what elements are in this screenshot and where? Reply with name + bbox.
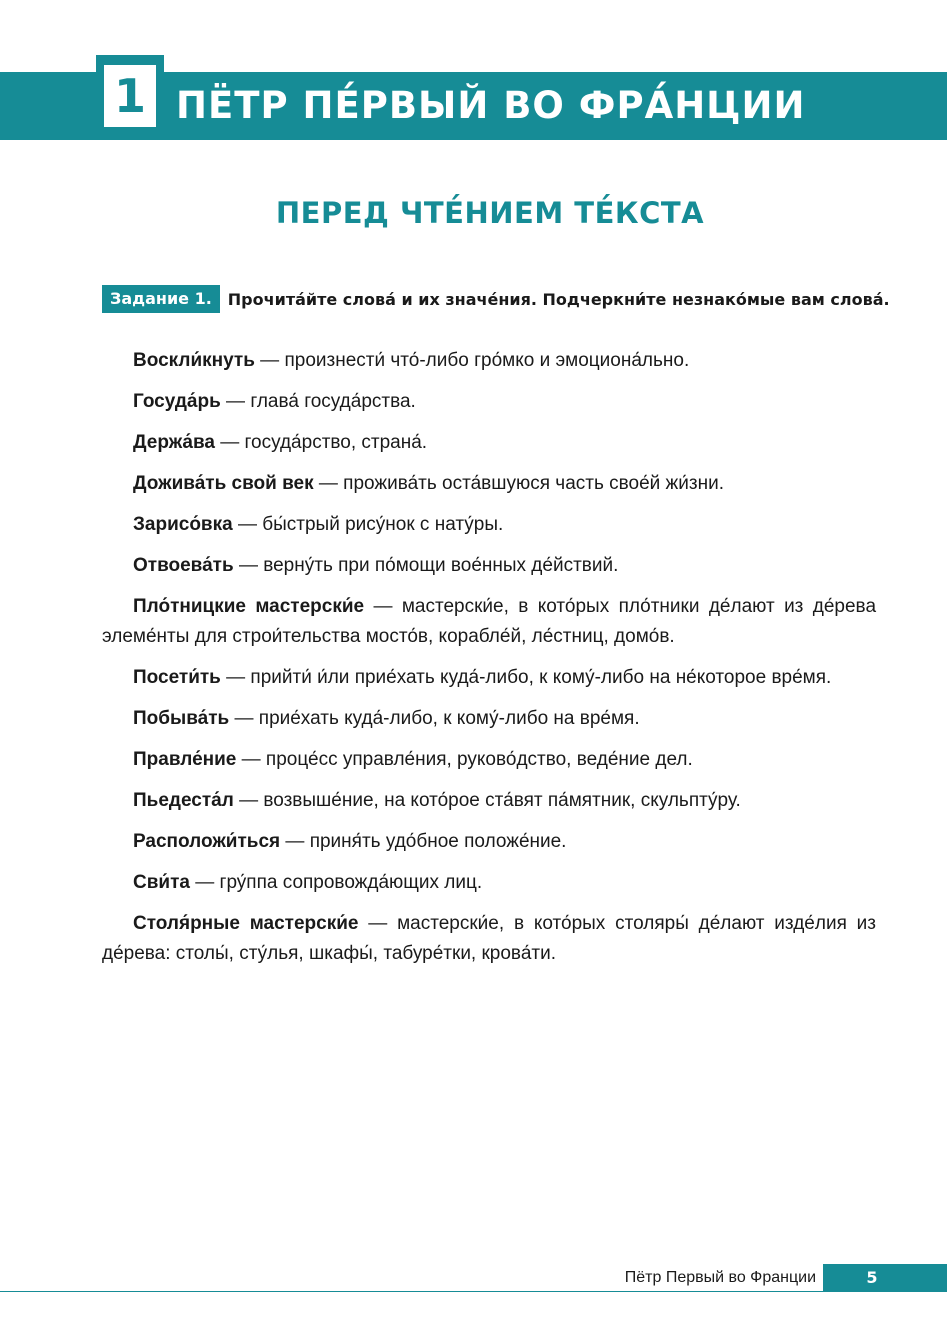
glossary-entry (102, 827, 876, 857)
glossary-definition: — мастерски́е, в кото́рых столяры́ де́лают изде́лия из де́рева: столы́, сту́лья, шкафы́, табуре́тки, крова́ти. (102, 913, 876, 964)
glossary-definition: — верну́ть при по́мощи вое́нных де́йствий. (233, 555, 619, 576)
footer-running-title: Пётр Первый во Франции (624, 1269, 816, 1286)
glossary-entry (102, 663, 876, 693)
glossary-term: Пло́тницкие мастерски́е (133, 596, 365, 617)
glossary-definition: — госуда́рство, страна́. (214, 432, 428, 453)
task-text: Прочита́йте слова́ и их значе́ния. Подчеркни́те незнако́мые вам слова́. (227, 289, 890, 309)
glossary-entry (102, 868, 876, 898)
task-label: Задание 1. (102, 285, 220, 313)
glossary-term: Посети́ть (133, 667, 221, 688)
page-number-badge (823, 1264, 947, 1292)
glossary-term: Сви́та (133, 872, 190, 893)
glossary-entry (102, 704, 876, 734)
glossary-definition: — возвыше́ние, на кото́рое ста́вят па́мятник, скульпту́ру. (233, 790, 741, 811)
glossary-entry (102, 469, 876, 499)
glossary-definition: — прожива́ть оста́вшуюся часть свое́й жи́зни. (313, 473, 724, 494)
glossary-term: Госуда́рь (133, 391, 221, 412)
glossary-definition: — прие́хать куда́-либо, к кому́-либо на вре́мя. (229, 708, 640, 729)
glossary-term: Правле́ние (133, 749, 237, 770)
glossary-definition: — мастерски́е, в кото́рых пло́тники де́лают из де́рева элеме́нты для строи́тельства мосто́в, корабле́й, ле́стниц, домо́в. (102, 596, 877, 647)
chapter-number-badge (96, 55, 164, 135)
glossary-term: Держа́ва (133, 432, 215, 453)
glossary-term: Побыва́ть (133, 708, 230, 729)
glossary-entry (102, 387, 876, 417)
glossary-entry (102, 745, 876, 775)
chapter-number: 1 (104, 65, 156, 127)
page-number: 5 (866, 1268, 878, 1287)
glossary-entry (102, 510, 876, 540)
glossary-entry (102, 909, 876, 969)
glossary-entry (102, 428, 876, 458)
glossary-term: Воскли́кнуть (133, 350, 255, 371)
task-instruction (102, 285, 890, 313)
glossary-definition: — глава́ госуда́рства. (220, 391, 416, 412)
glossary-definition: — прийти́ и́ли прие́хать куда́-либо, к кому́-либо на не́которое вре́мя. (220, 667, 832, 688)
glossary-term: Отвоева́ть (133, 555, 234, 576)
glossary-definition: — произнести́ что́-либо гро́мко и эмоциона́льно. (254, 350, 690, 371)
footer-rule (0, 1291, 947, 1292)
glossary-term: Расположи́ться (133, 831, 281, 852)
glossary-entry (102, 786, 876, 816)
glossary-term: Зарисо́вка (133, 514, 233, 535)
glossary-definition: — бы́стрый рису́нок с нату́ры. (232, 514, 504, 535)
glossary-term: Дожива́ть свой век (133, 473, 314, 494)
glossary-definition: — проце́сс управле́ния, руково́дство, веде́ние дел. (236, 749, 693, 770)
glossary-entry (102, 551, 876, 581)
chapter-title: ПЁТР ПЕ́РВЫЙ ВО ФРА́НЦИИ (176, 84, 806, 127)
glossary-definition: — приня́ть удо́бное положе́ние. (280, 831, 567, 852)
glossary-term: Пьедеста́л (133, 790, 234, 811)
glossary-term: Столя́рные мастерски́е (133, 913, 359, 934)
section-title: ПЕРЕД ЧТЕ́НИЕМ ТЕ́КСТА (275, 196, 705, 230)
glossary-list (102, 346, 876, 980)
glossary-entry (102, 346, 876, 376)
glossary-definition: — гру́ппа сопровожда́ющих лиц. (189, 872, 483, 893)
glossary-entry (102, 592, 876, 652)
